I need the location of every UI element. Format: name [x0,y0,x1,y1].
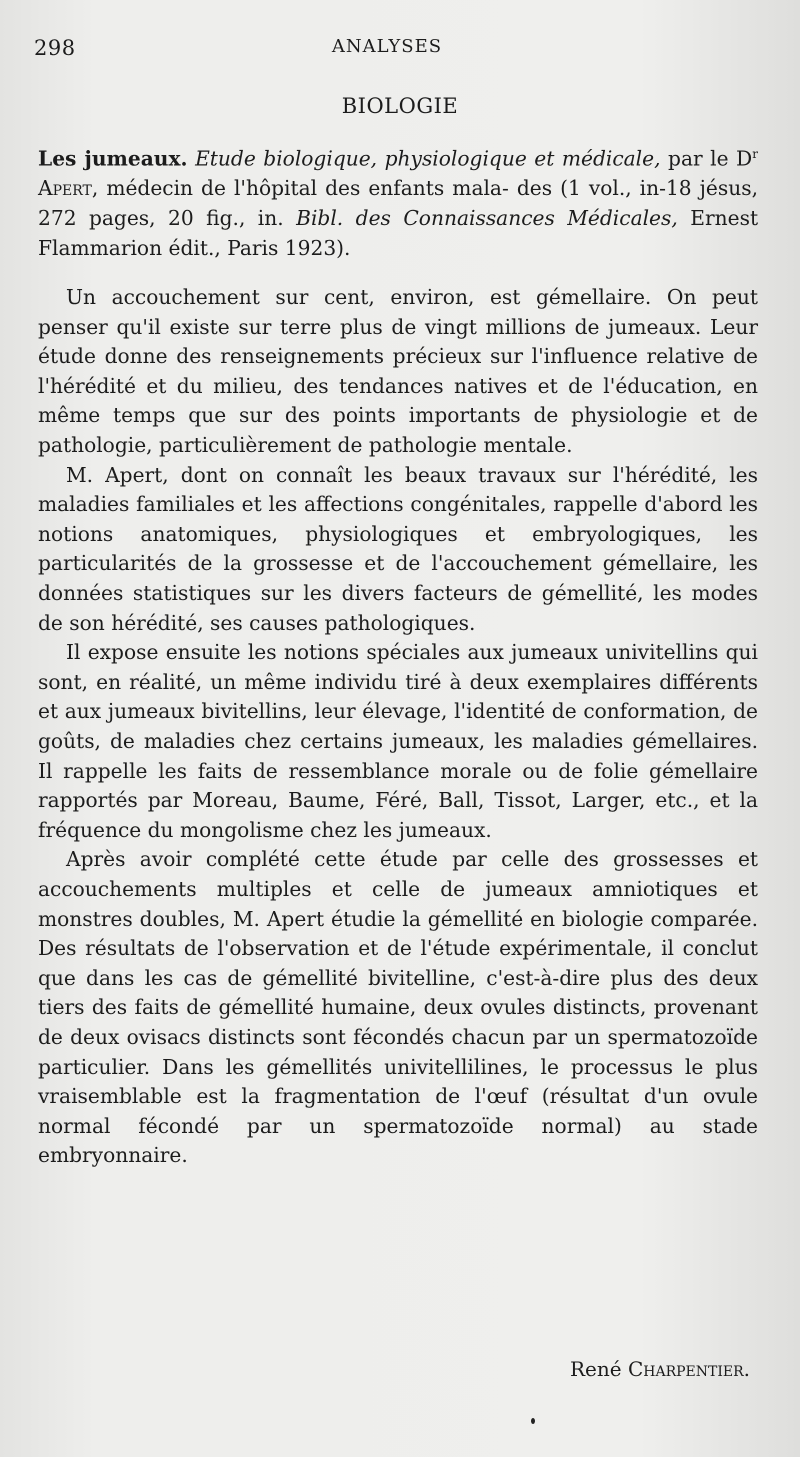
signature [570,1357,750,1381]
paragraph-2: M. Apert, dont on connaît les beaux travaux sur l'hérédité, les maladies familiales et les affections congénitales, rappelle d'abord les notions anatomiques, physiologiques et embryologiques, les particularités de la grossesse et de l'accouchement gémellaire, les données statistiques sur les divers facteurs de gémellité, les modes de son hérédité, ses causes pathologiques. [38,462,758,635]
paragraph-1: Un accouchement sur cent, environ, est gémellaire. On peut penser qu'il existe sur terre plus de vingt millions de jumeaux. Leur étude donne des renseignements précieux sur l'influence relative de l'hérédité et du milieu, des tendances natives et de l'éducation, en même temps que sur des points importants de physiologie et de pathologie, particulièrement de pathologie mentale. [38,285,758,458]
book-title: Les jumeaux. [38,146,188,171]
ref-dr-sup: r [752,147,758,161]
signature-first-name: René [569,1357,622,1381]
ref-description-2: des (1 vol., in-18 jésus, 272 pages, 20 fig., in. [38,176,759,230]
running-head: ANALYSES [331,36,443,57]
book-reference [38,140,758,263]
ref-year: 1923). [284,235,351,260]
paragraph-3: Il expose ensuite les notions spéciales aux jumeaux univitellins qui sont, en réalité, un même individu tiré à deux exemplaires différents et aux jumeaux bivitellins, leur élevage, l'identité de conformation, de goûts, de maladies chez certains jumeaux, les maladies gémellaires. Il rappelle les faits de ressemblance morale ou de folie gémellaire rapportés par Moreau, Baume, Féré, Ball, Tissot, Larger, etc., et la fréquence du mongolisme chez les jumeaux. [38,640,758,842]
book-author: Apert, [38,176,99,201]
ref-by: par le D [668,146,753,171]
page-number: 298 [34,36,76,60]
section-title: BIOLOGIE [341,94,459,118]
paragraph-4: Après avoir complété cette étude par celle des grossesses et accouchements multiples et celle de jumeaux amniotiques et monstres doubles, M. Apert étudie la gémellité en biologie comparée. Des résultats de l'observation et de l'étude expérimentale, il conclut que dans les cas de gémellité bivitelline, c'est-à-dire plus des deux tiers des faits de gémellité humaine, deux ovules distincts, provenant de deux ovisacs distincts sont fécondés chacun par un spermatozoïde particulier. Dans les gémellités univitellilines, le processus le plus vraisemblable est la fragmentation de l'œuf (résultat d'un ovule normal fécondé par un spermatozoïde normal) au stade embryonnaire. [38,847,758,1168]
ref-bibl: Bibl. des [296,205,391,230]
article-body [38,140,758,1171]
page-header [34,30,740,66]
ref-publisher: Ernest Flammarion édit., Paris [38,205,759,260]
ref-series: Connaissances Médicales, [403,205,678,230]
signature-last-name: Charpentier. [627,1357,750,1381]
ref-description-1: médecin de l'hôpital des enfants mala- [106,176,509,201]
ink-speck [531,1418,535,1424]
book-subtitle: Etude biologique, physiologique et médicale, [195,146,661,171]
